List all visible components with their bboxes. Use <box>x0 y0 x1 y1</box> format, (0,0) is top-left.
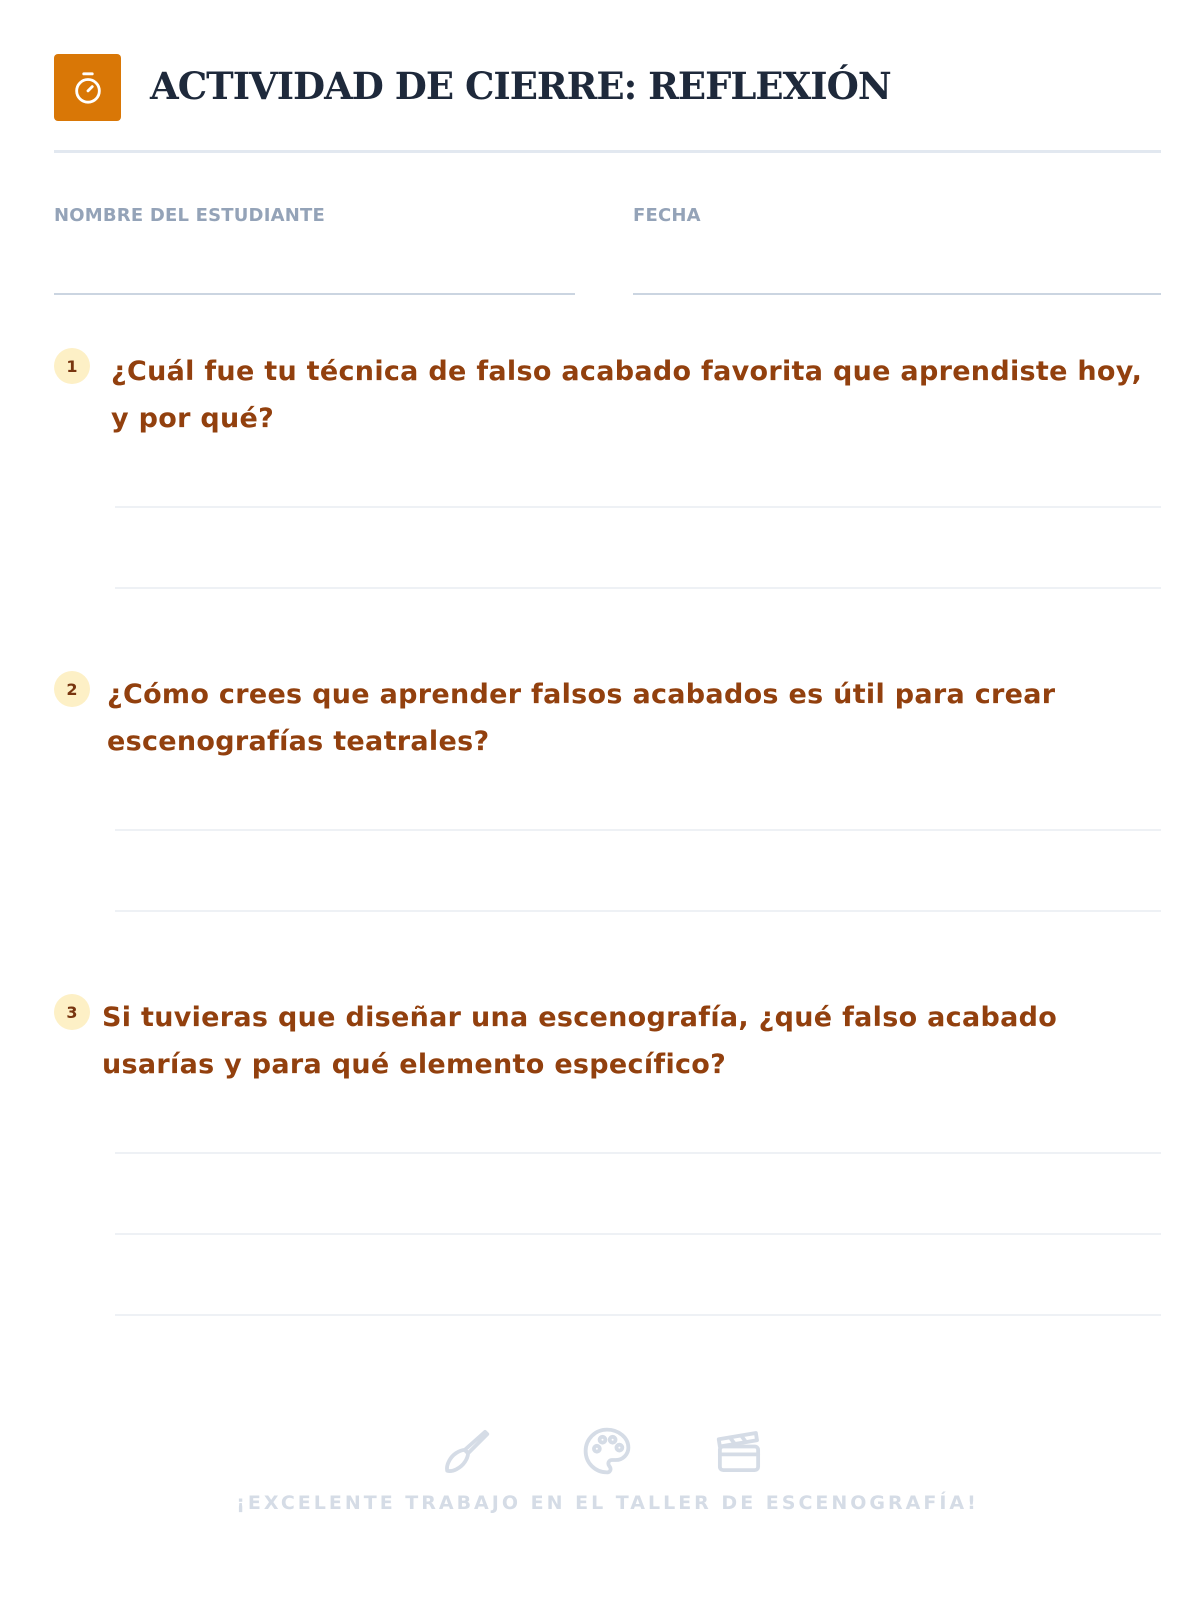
clapperboard-icon <box>712 1424 766 1478</box>
paintbrush-icon <box>440 1424 494 1478</box>
question-number-badge: 2 <box>54 671 90 707</box>
answer-line[interactable] <box>115 1152 1161 1154</box>
question-text: ¿Cómo crees que aprender falsos acabados es útil para crear escenografías teatrales? <box>107 679 1056 757</box>
date-field[interactable] <box>633 205 1161 295</box>
date-label: FECHA <box>633 205 701 226</box>
answer-line[interactable] <box>115 910 1161 912</box>
page-header <box>54 54 1161 153</box>
answer-line[interactable] <box>115 1314 1161 1316</box>
stopwatch-icon <box>54 54 121 121</box>
answer-line[interactable] <box>115 1233 1161 1235</box>
question-text: ¿Cuál fue tu técnica de falso acabado favorita que aprendiste hoy, y por qué? <box>111 356 1143 434</box>
question-text: Si tuvieras que diseñar una escenografía, ¿qué falso acabado usarías y para qué elemento específico? <box>102 1002 1058 1080</box>
page-title: ACTIVIDAD DE CIERRE: REFLEXIÓN <box>150 64 891 108</box>
answer-line[interactable] <box>115 506 1161 508</box>
answer-line[interactable] <box>115 587 1161 589</box>
palette-icon <box>580 1424 634 1478</box>
student-name-label: NOMBRE DEL ESTUDIANTE <box>54 205 325 226</box>
question-number-badge: 1 <box>54 348 90 384</box>
question-number-badge: 3 <box>54 994 90 1030</box>
footer-message: ¡EXCELENTE TRABAJO EN EL TALLER DE ESCENOGRAFÍA! <box>236 1492 979 1514</box>
footer-icons <box>440 1424 770 1479</box>
answer-line[interactable] <box>115 829 1161 831</box>
student-name-field[interactable] <box>54 205 575 295</box>
